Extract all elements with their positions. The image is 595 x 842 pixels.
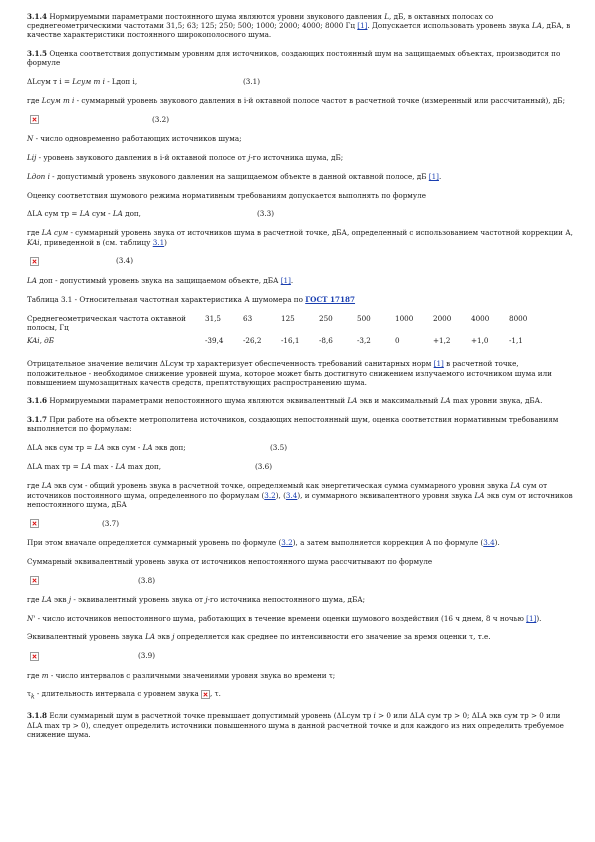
para-3-1-6: 3.1.6 Нормируемыми параметрами непостоянного шума являются эквивалентный LA экв и максимальный LA max уровни звука, дБА. xyxy=(27,396,543,406)
formula-3-6: ΔLA max тр = LA max - LA max доп, (3.6) xyxy=(27,462,273,472)
formula-3-3: ΔLA сум тр = LA сум - LA доп, (3.3) xyxy=(27,209,275,219)
formula-ref-link[interactable]: 3.2 xyxy=(264,490,276,500)
ref-link[interactable]: [1] xyxy=(357,21,368,31)
clause-number: 3.1.5 xyxy=(27,49,48,59)
table-row: KAi, дБ -39,4 -26,2 -16,1 -8,6 -3,2 0 +1,2 +1,0 -1,1 xyxy=(27,336,547,349)
ref-link[interactable]: [1] xyxy=(428,171,439,181)
para-ldop: Lдоп i - допустимый уровень звукового давления на защищаемом объекте в данной октавной полосе, дБ [1]. xyxy=(27,171,442,181)
para-3-1-5: 3.1.5 Оценка соответствия допустимым уровням для источников, создающих постоянный шум на защищаемых объектах, производится по формуле xyxy=(27,49,561,68)
formula-image-placeholder-icon xyxy=(30,576,39,585)
para-equivalent-level: Эквивалентный уровень звука LA экв j определяется как среднее по интенсивности его значение за время оценки τ, т.е. xyxy=(27,632,491,642)
formula-3-2 xyxy=(27,115,575,125)
formula-3-1: ΔLсум т i = Lсум т i - Lдоп i, (3.1) xyxy=(27,77,261,87)
formula-number: (3.3) xyxy=(257,209,275,219)
para-n-prime: N' - число источников непостоянного шума, работающих в течение времени оценки шумового воздействия (16 ч днем, 8 ч ночью [1]). xyxy=(27,613,542,623)
para-sum-equivalent: Суммарный эквивалентный уровень звука от источников непостоянного шума рассчитывают по формуле xyxy=(27,556,433,566)
formula-number: (3.1) xyxy=(243,77,261,87)
para-m: где m - число интервалов с различными значениями уровня звука во времени τ; xyxy=(27,670,336,680)
clause-number: 3.1.7 xyxy=(27,415,48,425)
para-3-1-4: 3.1.4 Нормируемыми параметрами постоянного шума являются уровни звукового давления L, дБ, в октавных полосах со среднегеометрическими частотами 31,5; 63; 125; 250; 500; 1000; 2000; 4000; 8000 Гц [1]. Допускается использовать уровень звука LA, дБА, в качестве характеристики постоянного широкополосного шума. xyxy=(27,12,571,40)
formula-number: (3.5) xyxy=(270,443,288,453)
table-row: Среднегеометрическая частота октавной полосы, Гц 31,5 63 125 250 500 1000 2000 4000 8000 xyxy=(27,314,547,336)
para-correction: При этом вначале определяется суммарный уровень по формуле (3.2), а затем выполняется коррекция А по формуле (3.4). xyxy=(27,538,500,548)
table-header-kai: KAi, дБ xyxy=(27,336,54,346)
para-la-ekv-j: где LA экв j - эквивалентный уровень звука от j-го источника непостоянного шума, дБА; xyxy=(27,595,366,604)
formula-number: (3.8) xyxy=(138,575,156,585)
para-where-lsum: где Lсум т i - суммарный уровень звукового давления в i-й октавной полосе частот в расчетной точке (измеренный или рассчитанный), дБ; xyxy=(27,96,565,106)
table-header-frequency: Среднегеометрическая частота октавной полосы, Гц xyxy=(27,313,186,332)
formula-image-placeholder-icon xyxy=(201,690,210,699)
ref-link[interactable]: [1] xyxy=(526,613,537,623)
a-weighting-table xyxy=(27,314,547,350)
clause-number: 3.1.6 xyxy=(27,396,48,406)
para-3-1-7: 3.1.7 При работе на объекте метрополитена источников, создающих непостоянный шум, оценка соответствия нормативным требованиям выполняется по формулам: xyxy=(27,415,559,434)
clause-number: 3.1.4 xyxy=(27,12,48,21)
ref-link[interactable]: [1] xyxy=(280,275,291,285)
formula-3-7 xyxy=(27,519,575,529)
formula-3-9 xyxy=(27,651,575,661)
clause-number: 3.1.8 xyxy=(27,711,48,721)
table-ref-link[interactable]: 3.1 xyxy=(152,237,165,247)
formula-3-8 xyxy=(27,576,575,586)
formula-number: (3.9) xyxy=(138,651,156,661)
formula-3-4 xyxy=(27,256,575,266)
ref-link[interactable]: [1] xyxy=(433,359,444,369)
formula-number: (3.7) xyxy=(102,518,120,528)
formula-ref-link[interactable]: 3.4 xyxy=(285,490,298,500)
formula-3-5: ΔLA экв сум тр = LA экв сум - LA экв доп; (3.5) xyxy=(27,443,288,453)
formula-ref-link[interactable]: 3.4 xyxy=(483,538,495,548)
formula-ref-link[interactable]: 3.2 xyxy=(281,538,293,548)
table-title: Таблица 3.1 - Относительная частотная характеристика А шумомера по ГОСТ 17187 xyxy=(27,294,356,304)
formula-number: (3.6) xyxy=(255,462,273,472)
para-tau-k: $\tau_k$ - длительность интервала с уровнем звука , τ. xyxy=(27,689,221,701)
formula-image-placeholder-icon xyxy=(30,115,39,124)
gost-link[interactable]: ГОСТ 17187 xyxy=(305,294,356,304)
formula-number: (3.2) xyxy=(152,115,170,125)
formula-image-placeholder-icon xyxy=(30,652,39,661)
para-negative-values: Отрицательное значение величин ΔLсум тр характеризует обеспеченность требований санитарных норм [1] в расчетной точке, положительное - необходимое снижение уровней шума, которое может быть достигнуто снижением излучаемого источником шума или повышением шумозащитных качеств средств, препятствующих распространению шума. xyxy=(27,359,552,387)
para-n: N - число одновременно работающих источников шума; xyxy=(27,134,242,144)
formula-number: (3.4) xyxy=(116,256,134,266)
para-la-dop: LA доп - допустимый уровень звука на защищаемом объекте, дБА [1]. xyxy=(27,275,294,285)
para-la-sum: где LA сум - суммарный уровень звука от источников шума в расчетной точке, дБА, определенный с использованием частотной коррекции А, KAi, приведенной в (см. таблицу 3.1) xyxy=(27,228,573,247)
para-la-ekv-sum: где LA экв сум - общий уровень звука в расчетной точке, определяемый как энергетическая сумма суммарного уровня звука LA сум от источников постоянного шума, определенного по формулам (3.2), (3.4), и суммарного эквивалентного уровня звука LA экв сум от источников непостоянного шума, дБА xyxy=(27,481,573,509)
formula-image-placeholder-icon xyxy=(30,257,39,266)
formula-image-placeholder-icon xyxy=(30,519,39,528)
para-assessment: Оценку соответствия шумового режима нормативным требованиям допускается выполнять по формуле xyxy=(27,190,426,200)
para-3-1-8: 3.1.8 Если суммарный шум в расчетной точке превышает допустимый уровень (ΔLсум тр i > 0 или ΔLA сум тр > 0; ΔLA экв сум тр > 0 или ΔLA max тр > 0), следует определить источники повышенного шума в данной расчетной точке и для каждого из них определить требуемое снижение шума. xyxy=(27,711,564,739)
document-page xyxy=(27,12,575,749)
para-lij: Lij - уровень звукового давления в i-й октавной полосе от j-го источника шума, дБ; xyxy=(27,153,344,163)
